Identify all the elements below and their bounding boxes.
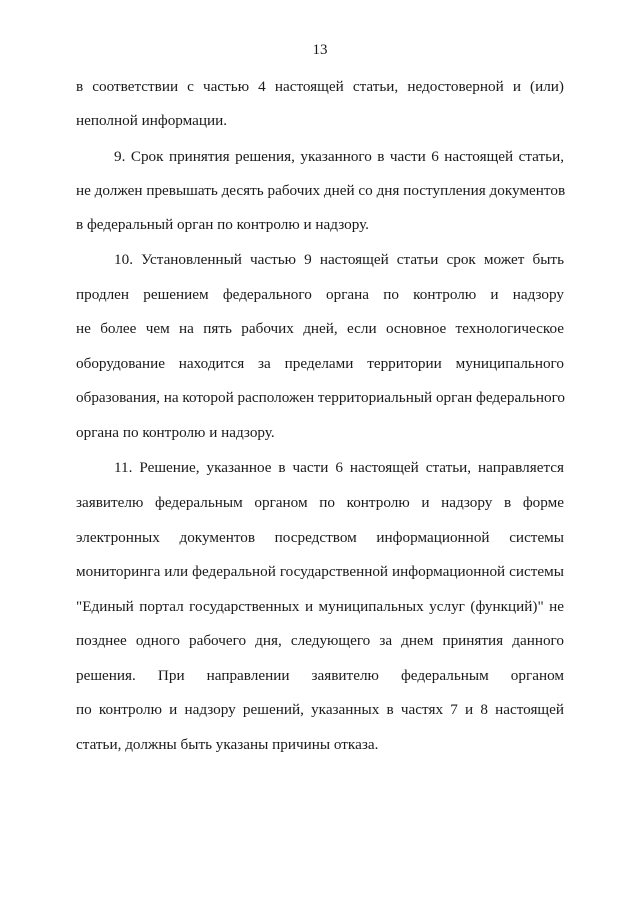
text-line: электронных документов посредством информационной системы — [76, 529, 564, 546]
text-line: в федеральный орган по контролю и надзору. — [76, 216, 369, 233]
text-line: не должен превышать десять рабочих дней со дня поступления документов — [76, 182, 566, 199]
text-line: "Единый портал государственных и муниципальных услуг (функций)" не — [76, 598, 564, 615]
text-line: продлен решением федерального органа по контролю и надзору — [76, 286, 564, 303]
text-line: органа по контролю и надзору. — [76, 424, 275, 441]
text-line: решения. При направлении заявителю федеральным органом — [76, 667, 564, 684]
text-line: 10. Установленный частью 9 настоящей статьи срок может быть — [114, 251, 564, 268]
text-line: неполной информации. — [76, 112, 228, 129]
text-line: образования, на которой расположен территориальный орган федерального — [76, 389, 566, 406]
text-line: не более чем на пять рабочих дней, если основное технологическое — [76, 320, 564, 337]
text-line: оборудование находится за пределами территории муниципального — [76, 355, 564, 372]
text-line: мониторинга или федеральной государственной информационной системы — [76, 563, 564, 580]
text-line: заявителю федеральным органом по контролю и надзору в форме — [76, 494, 564, 511]
text-line: статьи, должны быть указаны причины отказа. — [76, 736, 379, 753]
text-line: позднее одного рабочего дня, следующего за днем принятия данного — [76, 632, 564, 649]
text-line: по контролю и надзору решений, указанных в частях 7 и 8 настоящей — [76, 701, 564, 718]
text-line: 9. Срок принятия решения, указанного в части 6 настоящей статьи, — [114, 148, 564, 165]
page-number: 13 — [312, 42, 328, 58]
text-line: в соответствии с частью 4 настоящей статьи, недостоверной и (или) — [76, 78, 564, 95]
text-line: 11. Решение, указанное в части 6 настоящей статьи, направляется — [114, 459, 564, 476]
